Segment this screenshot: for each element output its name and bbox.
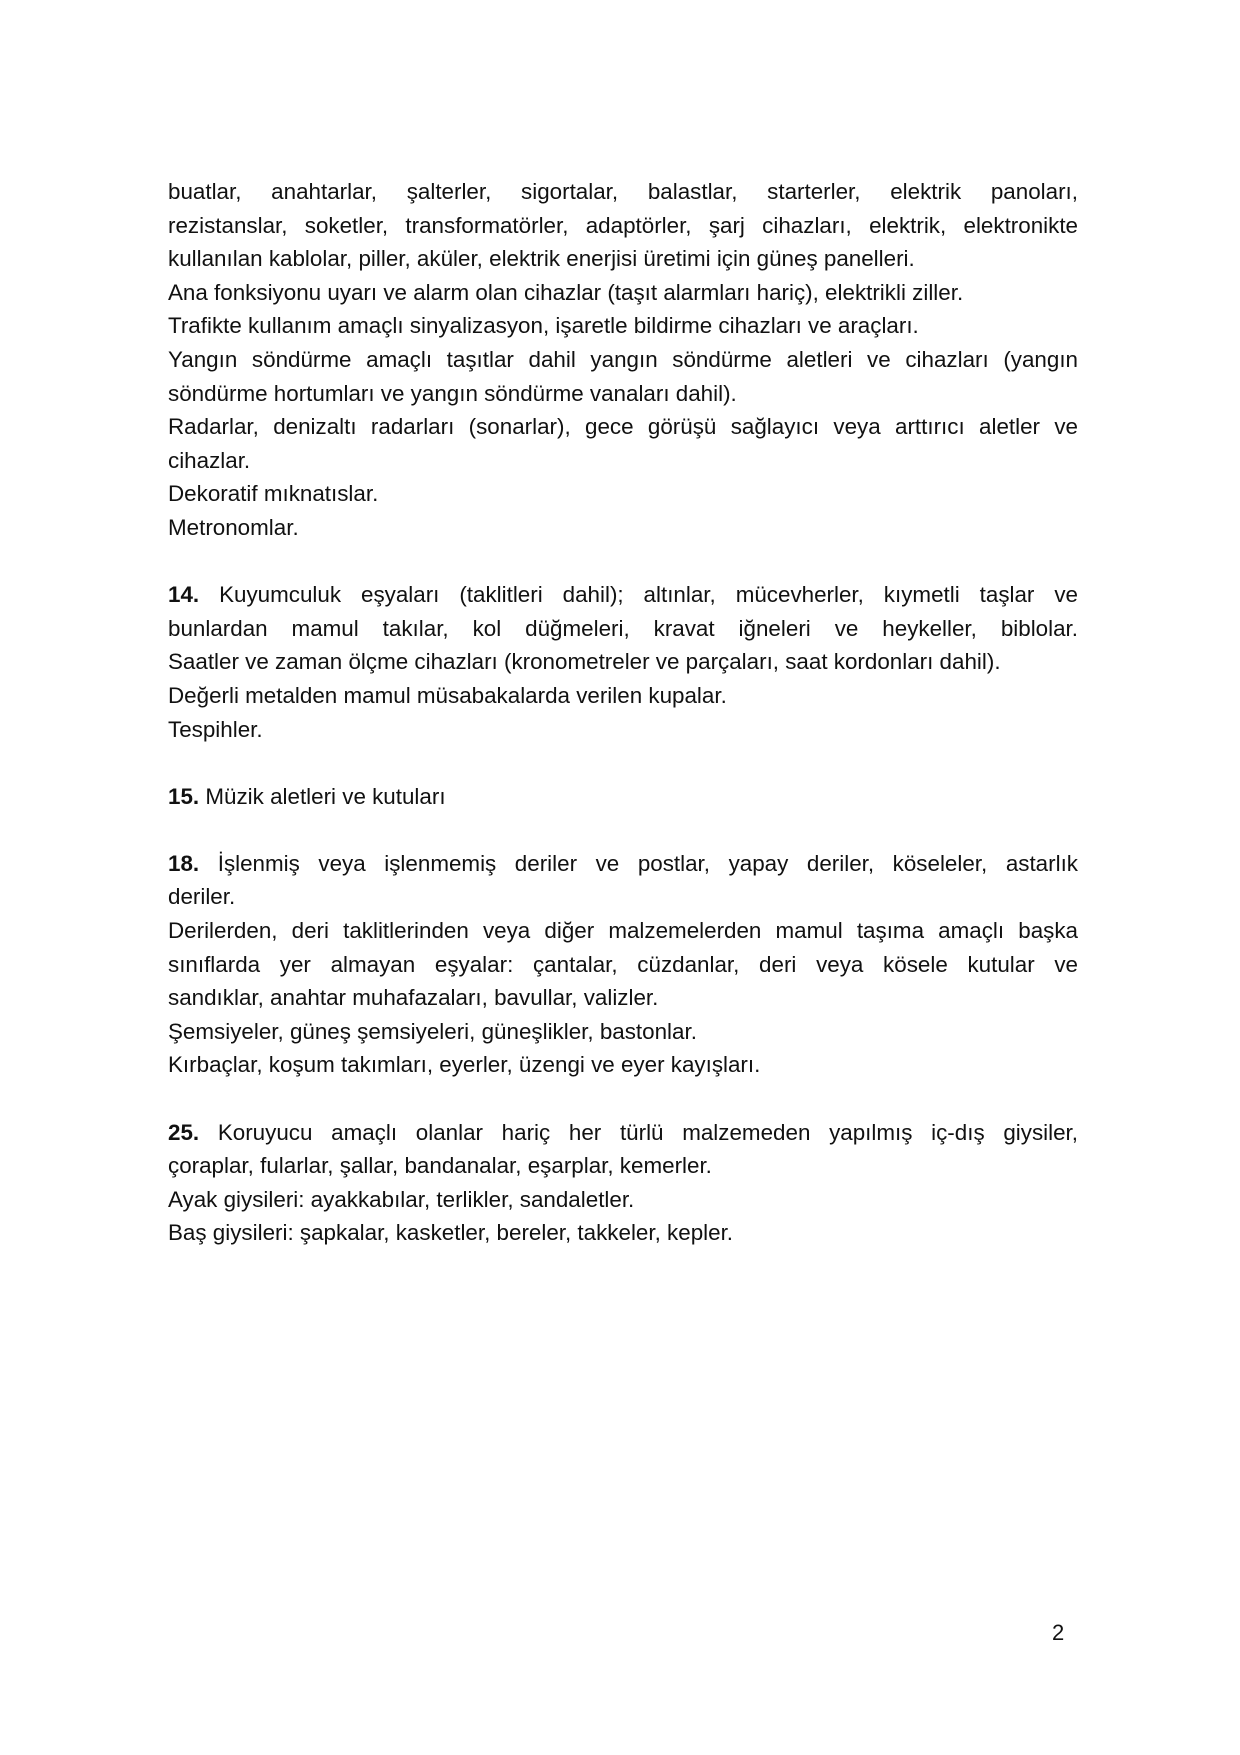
class-25-section — [168, 1116, 1078, 1250]
class-15-section — [168, 780, 1078, 814]
class-18-section — [168, 847, 1078, 1082]
page-number: 2 — [1052, 1620, 1065, 1645]
class-14-section — [168, 578, 1078, 746]
paragraph-line: Müzik aletleri ve kutuları — [205, 783, 446, 809]
paragraph-line: İşlenmiş veya işlenmemiş deriler ve postlar, yapay deriler, köseleler, astarlık — [217, 850, 1078, 876]
class-number: 14. — [168, 582, 200, 608]
section-gap — [168, 545, 1078, 579]
paragraph-line: söndürme hortumları ve yangın söndürme vanaları dahil). — [168, 380, 737, 406]
paragraph-line: sandıklar, anahtar muhafazaları, bavullar, valizler. — [168, 985, 659, 1011]
section-gap — [168, 746, 1078, 780]
paragraph-line: Değerli metalden mamul müsabakalarda verilen kupalar. — [168, 682, 727, 708]
paragraph-line: çoraplar, fularlar, şallar, bandanalar, eşarplar, kemerler. — [168, 1153, 712, 1179]
paragraph-line: Ana fonksiyonu uyarı ve alarm olan cihazlar (taşıt alarmları hariç), elektrikli ziller. — [168, 279, 964, 305]
section-gap — [168, 813, 1078, 847]
document-body — [168, 175, 1078, 1250]
paragraph-line: buatlar, anahtarlar, şalterler, sigortalar, balastlar, starterler, elektrik panoları, — [168, 179, 1078, 204]
section-first-line — [168, 780, 1078, 814]
paragraph-line: Yangın söndürme amaçlı taşıtlar dahil yangın söndürme aletleri ve cihazları (yangın — [168, 346, 1078, 372]
paragraph-line: Metronomlar. — [168, 514, 299, 540]
class-number: 25. — [168, 1119, 200, 1145]
paragraph-line: Dekoratif mıknatıslar. — [168, 481, 379, 507]
paragraph-line: Şemsiyeler, güneş şemsiyeleri, güneşlikler, bastonlar. — [168, 1018, 697, 1044]
paragraph-line: Baş giysileri: şapkalar, kasketler, bereler, takkeler, kepler. — [168, 1220, 734, 1246]
paragraph-line: Saatler ve zaman ölçme cihazları (kronometreler ve parçaları, saat kordonları dahil). — [168, 649, 1001, 675]
section-gap — [168, 1082, 1078, 1116]
section-first-line — [168, 1116, 1078, 1150]
section-first-line — [168, 578, 1078, 612]
class-number: 18. — [168, 850, 200, 876]
paragraph-line: rezistanslar, soketler, transformatörler, adaptörler, şarj cihazları, elektrik, elektronikte — [168, 212, 1078, 238]
paragraph-line: sınıflarda yer almayan eşyalar: çantalar, cüzdanlar, deri veya kösele kutular ve — [168, 951, 1078, 977]
class-9-continuation — [168, 175, 1078, 545]
paragraph-line: bunlardan mamul takılar, kol düğmeleri, kravat iğneleri ve heykeller, biblolar. — [168, 615, 1078, 641]
paragraph-line: Ayak giysileri: ayakkabılar, terlikler, sandaletler. — [168, 1186, 635, 1212]
paragraph-line: Trafikte kullanım amaçlı sinyalizasyon, işaretle bildirme cihazları ve araçları. — [168, 313, 919, 339]
paragraph-line: cihazlar. — [168, 447, 251, 473]
paragraph-line: Kuyumculuk eşyaları (taklitleri dahil); altınlar, mücevherler, kıymetli taşlar ve — [219, 582, 1078, 608]
paragraph-line: Tespihler. — [168, 716, 263, 742]
paragraph-line: deriler. — [168, 884, 236, 910]
class-number: 15. — [168, 783, 200, 809]
paragraph-line: Koruyucu amaçlı olanlar hariç her türlü malzemeden yapılmış iç-dış giysiler, — [217, 1119, 1078, 1145]
section-first-line — [168, 847, 1078, 881]
paragraph-line: Kırbaçlar, koşum takımları, eyerler, üzengi ve eyer kayışları. — [168, 1052, 761, 1078]
paragraph-line: Derilerden, deri taklitlerinden veya diğer malzemelerden mamul taşıma amaçlı başka — [168, 918, 1078, 944]
paragraph-line: Radarlar, denizaltı radarları (sonarlar), gece görüşü sağlayıcı veya arttırıcı aletler ve — [168, 414, 1078, 440]
paragraph-line: kullanılan kablolar, piller, aküler, elektrik enerjisi üretimi için güneş panelleri. — [168, 246, 915, 272]
